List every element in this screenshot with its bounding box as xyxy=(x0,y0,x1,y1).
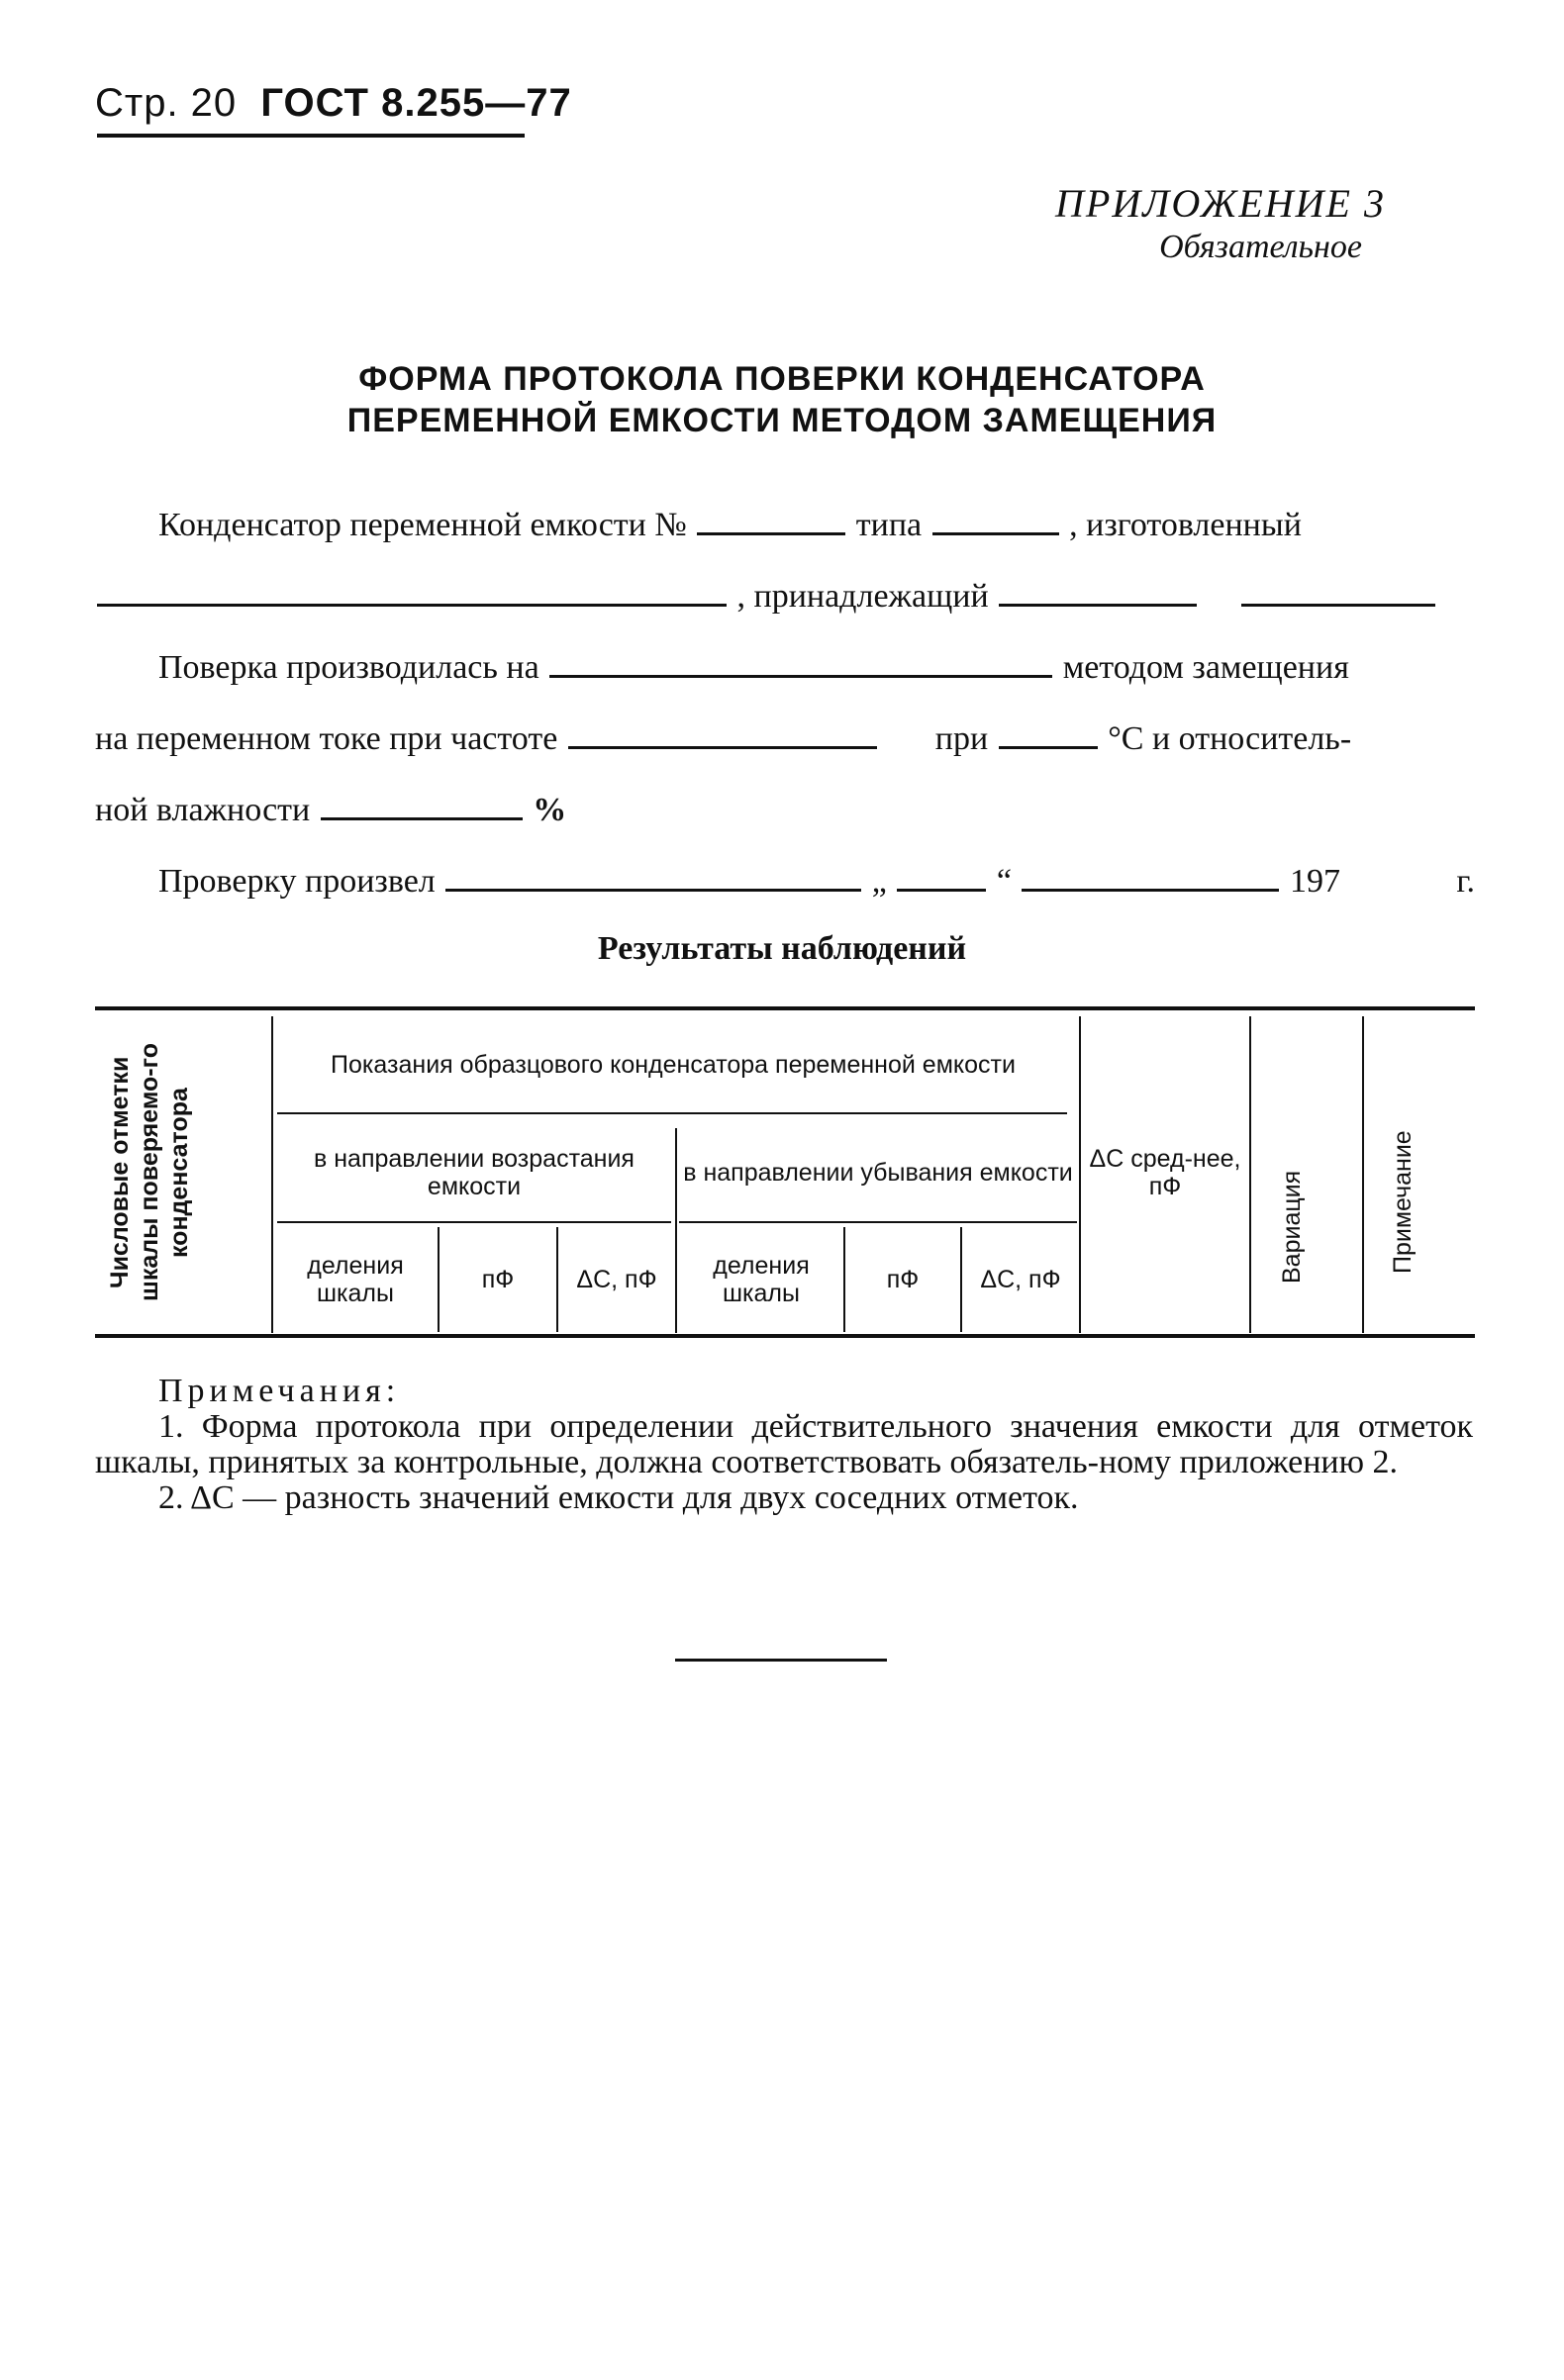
form-line-5 xyxy=(95,792,566,829)
capacitor-label: Конденсатор переменной емкости № xyxy=(158,507,687,543)
header-increase-divisions: деления шкалы xyxy=(307,1252,404,1307)
method-label: методом замещения xyxy=(1062,649,1349,686)
notes-heading: Примечания: xyxy=(158,1373,401,1409)
col-rule-5 xyxy=(1362,1016,1364,1333)
header-decrease-pf: пФ xyxy=(886,1266,920,1293)
header-reference-readings: Показания образцового конденсатора переменной емкости xyxy=(331,1051,1016,1079)
verification-label: Поверка производилась на xyxy=(158,649,539,686)
end-rule xyxy=(675,1659,887,1662)
form-line-1 xyxy=(158,507,1302,544)
decrease-divider-rule xyxy=(679,1221,1077,1223)
header-increase-delta: ΔC, пФ xyxy=(576,1266,657,1293)
standard-code: ГОСТ 8.255—77 xyxy=(260,81,572,125)
page-number: Стр. 20 xyxy=(95,81,238,125)
form-line-6 xyxy=(158,863,1475,901)
header-decrease: в направлении убывания емкости xyxy=(683,1159,1073,1187)
header-variation: Вариация xyxy=(1278,1170,1306,1285)
humidity-intro: °С и относитель- xyxy=(1108,720,1352,757)
percent-sign: % xyxy=(533,792,567,828)
form-line-3 xyxy=(158,649,1349,687)
owner-label: , принадлежащий xyxy=(736,578,989,615)
type-label: типа xyxy=(855,507,923,543)
col-rule-3 xyxy=(1079,1016,1081,1333)
appendix-label xyxy=(1055,180,1386,267)
header-rule xyxy=(97,134,525,138)
header-decrease-delta: ΔC, пФ xyxy=(980,1266,1061,1293)
header-delta-average: ΔC сред-нее, пФ xyxy=(1089,1145,1241,1200)
manufacturer-blank[interactable] xyxy=(97,603,727,607)
humidity-blank[interactable] xyxy=(321,816,523,820)
header-note: Примечание xyxy=(1389,1130,1417,1275)
table-bottom-rule xyxy=(95,1334,1475,1338)
frequency-blank[interactable] xyxy=(568,745,877,749)
month-blank[interactable] xyxy=(1022,888,1279,892)
note-2: 2. ΔC — разность значений емкости для двух соседних отметок. xyxy=(158,1479,1079,1516)
col-rule-2 xyxy=(675,1128,677,1333)
title-line-1: ФОРМА ПРОТОКОЛА ПОВЕРКИ КОНДЕНСАТОРА xyxy=(358,360,1206,398)
form-line-4 xyxy=(95,720,1351,758)
verification-blank[interactable] xyxy=(549,674,1052,678)
table-top-rule xyxy=(95,1006,1475,1010)
temperature-label: при xyxy=(934,720,989,757)
number-blank[interactable] xyxy=(697,531,845,535)
header-increase: в направлении возрастания емкости xyxy=(314,1145,635,1200)
owner-blank-1[interactable] xyxy=(999,603,1197,607)
page-header xyxy=(95,81,572,126)
col-rule-4 xyxy=(1249,1016,1251,1333)
title-line-2: ПЕРЕМЕННОЙ ЕМКОСТИ МЕТОДОМ ЗАМЕЩЕНИЯ xyxy=(346,402,1218,439)
inspector-blank[interactable] xyxy=(445,888,861,892)
frequency-label: на переменном токе при частоте xyxy=(95,720,558,757)
notes-section xyxy=(95,1374,1473,1516)
year-suffix: г. xyxy=(1456,863,1475,900)
appendix-subtitle: Обязательное xyxy=(1159,229,1362,265)
appendix-title: ПРИЛОЖЕНИЕ 3 xyxy=(1055,181,1386,226)
group-divider-rule xyxy=(277,1112,1067,1114)
close-quote: “ xyxy=(996,863,1012,900)
year-prefix: 197 xyxy=(1289,863,1340,900)
open-quote: „ xyxy=(871,863,887,900)
document-title xyxy=(0,358,1564,441)
temperature-blank[interactable] xyxy=(999,745,1098,749)
increase-divider-rule xyxy=(277,1221,671,1223)
header-scale-marks: Числовые отметки шкалы поверяемо-го конденсатора xyxy=(106,1043,193,1302)
manufactured-label: , изготовленный xyxy=(1069,507,1302,543)
day-blank[interactable] xyxy=(897,888,986,892)
note-1: 1. Форма протокола при определении действительного значения емкости для отметок шкалы, принятых за контрольные, должна соответствовать обязатель-ному приложению 2. xyxy=(95,1408,1473,1480)
humidity-label: ной влажности xyxy=(95,792,311,828)
form-line-2 xyxy=(95,578,1437,616)
owner-blank-2[interactable] xyxy=(1241,603,1435,607)
header-decrease-divisions: деления шкалы xyxy=(713,1252,810,1307)
header-increase-pf: пФ xyxy=(481,1266,515,1293)
results-title: Результаты наблюдений xyxy=(597,930,967,967)
inspector-label: Проверку произвел xyxy=(158,863,436,900)
type-blank[interactable] xyxy=(932,531,1059,535)
